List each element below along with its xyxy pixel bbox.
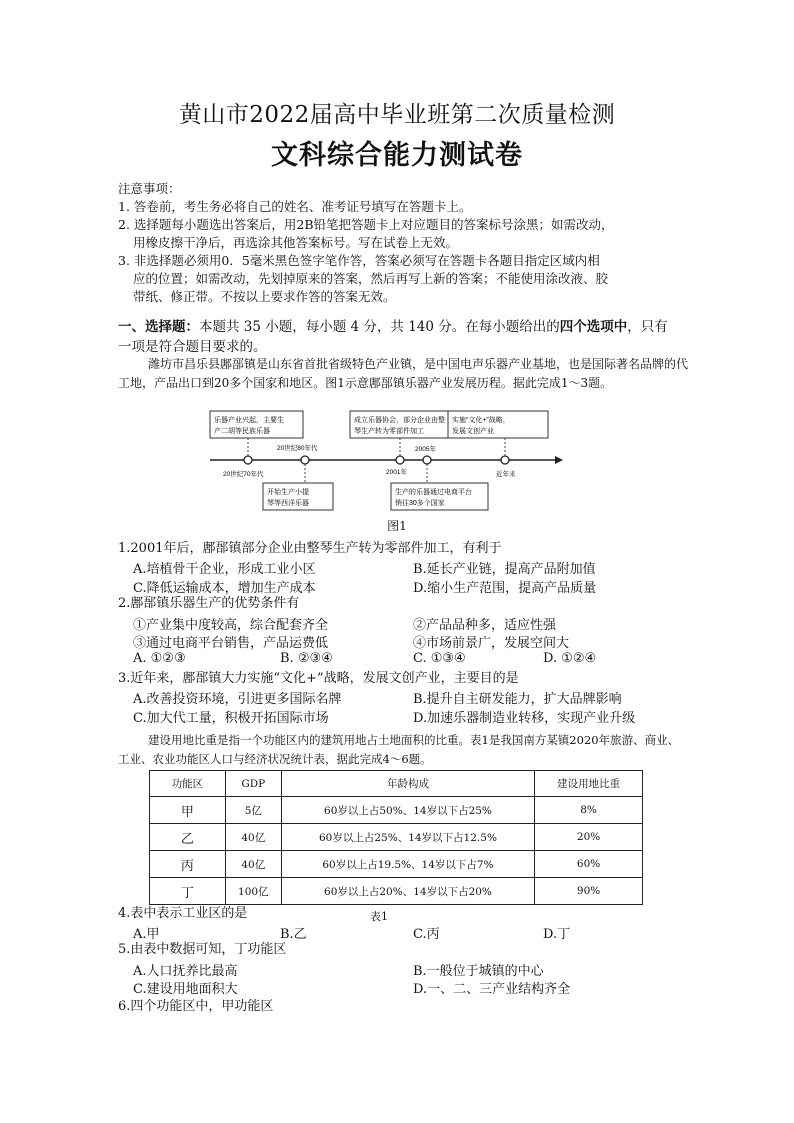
question-6-stem: 6.四个功能区中，甲功能区 (118, 999, 274, 1014)
timeline-node-70s (244, 456, 252, 464)
notes-section (118, 180, 718, 306)
timeline-node-2001 (396, 456, 404, 464)
section-heading (118, 317, 688, 357)
question-5-stem: 5.由表中数据可知，丁功能区 (118, 942, 287, 957)
table-cell: 5亿 (225, 797, 281, 824)
q1-option-d: D.缩小生产范围，提高产品质量 (413, 581, 597, 596)
question-4-stem: 4.表中表示工业区的是 (118, 906, 248, 921)
note-item: 应的位置；如需改动，先划掉原来的答案，然后再写上新的答案；不能使用涂改液、胶 (133, 271, 609, 286)
table-cell: 丁 (150, 878, 226, 905)
table-row (150, 797, 643, 824)
label-70s: 20世纪70年代 (223, 471, 264, 478)
table-cell: 丙 (150, 851, 226, 878)
q5-option-c: C.建设用地面积大 (133, 982, 238, 997)
q3-option-a: A.改善投资环境，引进更多国际名牌 (133, 692, 342, 707)
event-recent-line2: 发展文创产业 (452, 428, 494, 435)
figure-1-caption: 图1 (387, 519, 407, 533)
section-label: 一、选择题： (118, 319, 199, 335)
table-header-cell: 功能区 (150, 771, 226, 797)
event-80s-line1: 开始生产小提 (267, 489, 309, 496)
q2-statement-1: ①产业集中度较高，综合配套齐全 (133, 618, 329, 633)
q2-statement-3: ③通过电商平台销售，产品运费低 (133, 636, 329, 651)
table-cell: 60岁以上占50%、14岁以下占25% (281, 797, 534, 824)
table-cell: 60% (535, 851, 643, 878)
event-2005-line1: 生产的乐器通过电商平台 (395, 489, 472, 496)
q3-option-c: C.加大代工量，积极开拓国际市场 (133, 711, 329, 726)
table-cell: 40亿 (225, 851, 281, 878)
table-row (150, 878, 643, 905)
note-item: 用橡皮擦干净后，再选涂其他答案标号。写在试卷上无效。 (133, 235, 459, 250)
event-2001-line1: 成立乐器协会，部分企业由整 (354, 417, 445, 424)
exam-subtitle: 文科综合能力测试卷 (271, 140, 523, 171)
figure-1-timeline (205, 408, 565, 513)
timeline-node-80s (301, 456, 309, 464)
q1-option-b: B.延长产业链，提高产品附加值 (413, 562, 596, 577)
timeline-node-recent (501, 456, 509, 464)
table-cell: 20% (535, 824, 643, 851)
timeline-node-2005 (423, 456, 431, 464)
event-2001-line2: 琴生产转为零部件加工 (354, 428, 424, 435)
question-2-stem: 2.鄌郚镇乐器生产的优势条件有 (118, 596, 300, 611)
passage-2: 建设用地比重是指一个功能区内的建筑用地占土地面积的比重。表1是我国南方某镇2020年旅游、商业、工业、农业功能区人口与经济状况统计表，据此完成4～6题。 (118, 733, 680, 766)
section-instruction: 本题共 35 小题，每小题 4 分，共 140 分。在每小题给出的 (199, 319, 560, 335)
label-80s: 20世纪80年代 (277, 445, 318, 452)
notes-heading: 注意事项： (118, 181, 181, 196)
table-cell: 60岁以上占19.5%、14岁以下占7% (281, 851, 534, 878)
note-item: 1. 答卷前，考生务必将自己的姓名、准考证号填写在答题卡上。 (118, 199, 472, 214)
table-row (150, 851, 643, 878)
event-70s-line1: 乐器产业兴起，主要生 (214, 417, 284, 424)
question-3-stem: 3.近年来，鄌郚镇大力实施“文化+”战略，发展文创产业，主要目的是 (118, 671, 519, 686)
label-2001: 2001年 (386, 469, 407, 476)
q2-statement-2: ②产品品种多，适应性强 (413, 618, 557, 633)
label-2005: 2005年 (415, 446, 436, 453)
q1-option-c: C.降低运输成本，增加生产成本 (133, 581, 316, 596)
q3-option-d: D.加速乐器制造业转移，实现产业升级 (413, 711, 636, 726)
question-1-stem: 1.2001年后，鄌郚镇部分企业由整琴生产转为零部件加工，有利于 (118, 541, 502, 556)
q2-option-a: A. ①②③ (133, 651, 186, 666)
table-1-caption: 表1 (370, 910, 388, 923)
q5-option-b: B.一般位于城镇的中心 (413, 964, 544, 979)
section-instruction-end: ，只有 (627, 319, 668, 335)
event-80s-line2: 琴等西洋乐器 (267, 500, 309, 507)
table-cell: 90% (535, 878, 643, 905)
exam-title: 黄山市2022届高中毕业班第二次质量检测 (178, 102, 616, 128)
event-2005-line2: 销往30多个国家 (395, 500, 445, 507)
table-row (150, 824, 643, 851)
section-instruction-line2: 一项是符合题目要求的。 (118, 339, 267, 355)
table-cell: 8% (535, 797, 643, 824)
event-recent-line1: 实施“文化+”战略， (452, 417, 510, 424)
table-cell: 100亿 (225, 878, 281, 905)
table-1 (149, 770, 643, 905)
note-item: 2. 选择题每小题选出答案后，用2B铅笔把答题卡上对应题目的答案标号涂黑；如需改动， (118, 217, 614, 232)
table-header-cell: 年龄构成 (281, 771, 534, 797)
q4-option-c: C.丙 (413, 927, 440, 942)
table-cell: 60岁以上占20%、14岁以下占20% (281, 878, 534, 905)
q4-option-a: A.甲 (133, 927, 160, 942)
table-cell: 乙 (150, 824, 226, 851)
section-emphasis: 四个选项中 (559, 319, 628, 335)
table-cell: 60岁以上占25%、14岁以下占12.5% (281, 824, 534, 851)
table-cell: 甲 (150, 797, 226, 824)
table-cell: 40亿 (225, 824, 281, 851)
note-item: 带纸、修正带。不按以上要求作答的答案无效。 (133, 289, 396, 304)
table-header-cell: 建设用地比重 (535, 771, 643, 797)
q1-option-a: A.培植骨干企业，形成工业小区 (133, 562, 316, 577)
q2-option-b: B. ②③④ (280, 651, 333, 666)
q5-option-a: A.人口抚养比最高 (133, 964, 238, 979)
timeline-arrow (555, 456, 563, 464)
passage-1: 潍坊市昌乐县鄌郚镇是山东省首批省级特色产业镇，是中国电声乐器产业基地，也是国际著名品牌的代工地，产品出口到20多个国家和地区。图1示意鄌郚镇乐器产业发展历程。据此完成1～3题。 (118, 357, 689, 390)
q2-option-c: C. ①③④ (413, 651, 466, 666)
label-recent: 近年来 (496, 471, 516, 478)
q3-option-b: B.提升自主研发能力，扩大品牌影响 (413, 692, 622, 707)
event-70s-line2: 产二胡等民族乐器 (214, 428, 270, 435)
note-item: 3. 非选择题必须用0．5毫米黑色签字笔作答，答案必须写在答题卡各题目指定区域内相 (118, 253, 600, 268)
q5-option-d: D.一、二、三产业结构齐全 (413, 982, 571, 997)
q4-option-b: B.乙 (280, 927, 307, 942)
q2-statement-4: ④市场前景广，发展空间大 (413, 636, 570, 651)
q2-option-d: D. ①②④ (543, 651, 597, 666)
q4-option-d: D.丁 (543, 927, 571, 942)
table-header-cell: GDP (225, 771, 281, 797)
table-header-row (150, 771, 643, 797)
